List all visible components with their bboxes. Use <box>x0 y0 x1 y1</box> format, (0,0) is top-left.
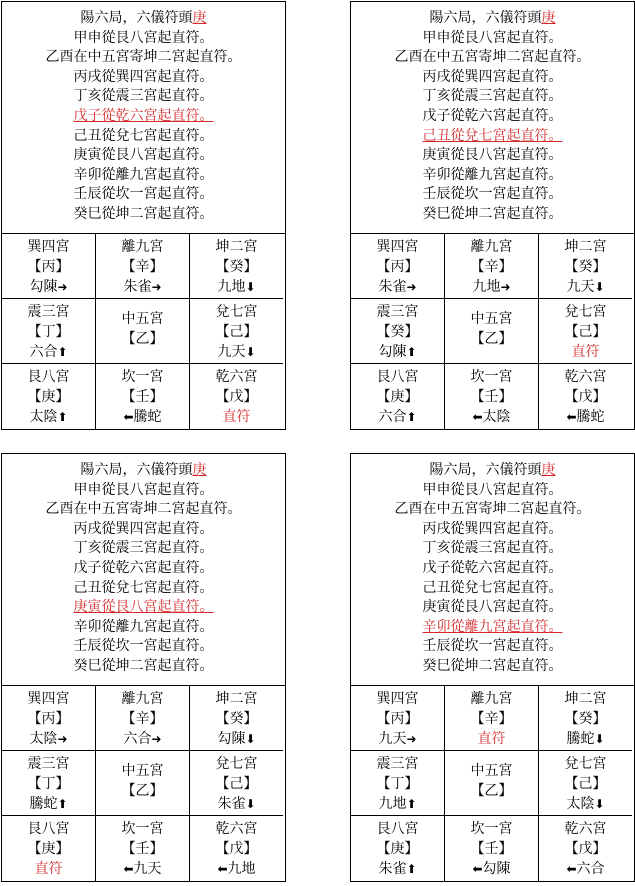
panel-title-main: 陽六局，六儀符頭 <box>80 462 193 478</box>
rule-line: 戊子從乾六宮起直符。 <box>422 559 563 576</box>
palace-god: 九地 <box>378 796 407 812</box>
palace-god-line <box>539 794 632 814</box>
palace-stem: 【癸】 <box>564 259 607 275</box>
palace-god-line <box>445 277 538 297</box>
rule-line: 辛卯從離九宮起直符。 <box>73 166 214 183</box>
panel-title <box>2 9 285 29</box>
palace-cell <box>539 234 632 299</box>
palace-cell <box>445 816 539 881</box>
palace-god: 六合 <box>378 409 407 425</box>
rule-line: 丁亥從震三宮起直符。 <box>73 88 214 105</box>
rule-line: 辛卯從離九宮起直符。 <box>73 618 214 635</box>
palace-grid <box>351 234 634 429</box>
palace-god: 九天 <box>378 731 407 747</box>
palace-stem: 【庚】 <box>27 389 70 405</box>
rule-line: 乙酉在中五宮寄坤二宮起直符。 <box>394 49 591 66</box>
palace-stem: 【戊】 <box>564 389 607 405</box>
palace-cell <box>190 299 283 364</box>
palace-cell <box>2 686 96 751</box>
rule-line: 丁亥從震三宮起直符。 <box>422 540 563 557</box>
palace-cell <box>190 751 283 816</box>
palace-stem: 【壬】 <box>470 841 513 857</box>
arrow-up-icon: ⬆ <box>406 345 417 359</box>
panel-title <box>351 9 634 29</box>
palace-name: 坤二宮 <box>215 239 258 255</box>
arrow-right-icon: ➜ <box>500 280 511 294</box>
palace-stem: 【癸】 <box>215 711 258 727</box>
rule-line: 庚寅從艮八宮起直符。 <box>73 147 214 164</box>
rule-line: 壬辰從坎一宮起直符。 <box>73 186 214 203</box>
palace-god: 勾陳 <box>29 279 58 295</box>
palace-god-line <box>190 859 283 879</box>
rule-line: 甲申從艮八宮起直符。 <box>73 481 214 498</box>
rule-line: 壬辰從坎一宮起直符。 <box>422 186 563 203</box>
palace-name: 中五宮 <box>470 763 513 779</box>
rule-line: 辛卯從離九宮起直符。 <box>422 166 563 183</box>
palace-god: 六合 <box>123 731 152 747</box>
arrow-down-icon: ⬇ <box>245 797 256 811</box>
palace-god: 騰蛇 <box>566 731 595 747</box>
palace-stem: 【辛】 <box>470 711 513 727</box>
palace-god-line <box>351 342 444 362</box>
palace-name: 兌七宮 <box>215 756 258 772</box>
palace-god-line <box>190 729 283 749</box>
palace-god-line <box>2 407 95 427</box>
palace-god-line <box>190 407 283 427</box>
palace-cell <box>96 299 190 364</box>
palace-stem: 【丁】 <box>376 776 419 792</box>
palace-name: 艮八宮 <box>27 821 70 837</box>
palace-name: 離九宮 <box>121 691 164 707</box>
palace-stem: 【乙】 <box>121 783 164 799</box>
palace-god: 太陰 <box>482 409 511 425</box>
palace-name: 坤二宮 <box>215 691 258 707</box>
palace-name: 坎一宮 <box>470 821 513 837</box>
rule-text-block <box>351 454 634 686</box>
palace-cell <box>96 751 190 816</box>
palace-stem: 【戊】 <box>215 389 258 405</box>
rule-line: 乙酉在中五宮寄坤二宮起直符。 <box>45 501 242 518</box>
palace-god: 勾陳 <box>482 861 511 877</box>
palace-god-line <box>2 342 95 362</box>
palace-name: 兌七宮 <box>215 304 258 320</box>
arrow-down-icon: ⬇ <box>245 280 256 294</box>
arrow-up-icon: ⬆ <box>57 797 68 811</box>
palace-name: 中五宮 <box>121 763 164 779</box>
rule-line: 戊子從乾六宮起直符。 <box>73 559 214 576</box>
rule-line: 丙戌從巽四宮起直符。 <box>73 520 214 537</box>
palace-stem: 【己】 <box>564 324 607 340</box>
arrow-down-icon: ⬇ <box>594 732 605 746</box>
zhifu-label: 直符 <box>222 409 251 425</box>
rule-line: 丙戌從巽四宮起直符。 <box>73 68 214 85</box>
palace-cell <box>539 816 632 881</box>
rule-line-highlighted: 庚寅從艮八宮起直符。 <box>73 599 214 616</box>
palace-stem: 【壬】 <box>121 841 164 857</box>
arrow-left-icon: ⬅ <box>217 862 228 876</box>
palace-stem: 【戊】 <box>215 841 258 857</box>
palace-stem: 【壬】 <box>121 389 164 405</box>
zhifu-label: 直符 <box>34 861 63 877</box>
arrow-right-icon: ➜ <box>406 280 417 294</box>
palace-god-line <box>351 407 444 427</box>
palace-god-line <box>539 342 632 362</box>
palace-cell <box>351 299 445 364</box>
rule-line: 甲申從艮八宮起直符。 <box>422 481 563 498</box>
palace-name: 離九宮 <box>470 239 513 255</box>
palace-god: 騰蛇 <box>29 796 58 812</box>
rule-line: 乙酉在中五宮寄坤二宮起直符。 <box>45 49 242 66</box>
palace-god-line <box>96 859 189 879</box>
palace-god: 九天 <box>217 344 246 360</box>
palace-god-line <box>351 729 444 749</box>
rule-line: 戊子從乾六宮起直符。 <box>422 107 563 124</box>
palace-god: 九地 <box>227 861 256 877</box>
palace-stem: 【乙】 <box>470 331 513 347</box>
palace-name: 乾六宮 <box>215 821 258 837</box>
palace-cell <box>2 751 96 816</box>
palace-god-line <box>539 729 632 749</box>
rule-line: 庚寅從艮八宮起直符。 <box>422 599 563 616</box>
chart-panel <box>350 453 635 882</box>
palace-god-line <box>539 407 632 427</box>
palace-name: 震三宮 <box>376 304 419 320</box>
rule-line-highlighted: 辛卯從離九宮起直符。 <box>422 618 563 635</box>
palace-cell <box>190 364 283 429</box>
palace-stem: 【己】 <box>215 776 258 792</box>
panel-title-fu-head: 庚 <box>192 10 207 26</box>
palace-god: 太陰 <box>29 409 58 425</box>
palace-name: 震三宮 <box>27 756 70 772</box>
palace-god-line <box>445 859 538 879</box>
panel-title-fu-head: 庚 <box>541 462 556 478</box>
arrow-down-icon: ⬇ <box>594 797 605 811</box>
arrow-left-icon: ⬅ <box>123 862 134 876</box>
palace-name: 震三宮 <box>376 756 419 772</box>
rule-line: 癸巳從坤二宮起直符。 <box>422 657 563 674</box>
palace-name: 巽四宮 <box>27 691 70 707</box>
palace-god-line <box>96 729 189 749</box>
palace-name: 巽四宮 <box>376 239 419 255</box>
palace-stem: 【丙】 <box>27 259 70 275</box>
arrow-left-icon: ⬅ <box>472 862 483 876</box>
rule-text-block <box>2 2 285 234</box>
palace-stem: 【癸】 <box>376 324 419 340</box>
rule-line: 癸巳從坤二宮起直符。 <box>422 205 563 222</box>
palace-cell <box>2 299 96 364</box>
palace-name: 坎一宮 <box>121 821 164 837</box>
palace-god: 朱雀 <box>217 796 246 812</box>
arrow-up-icon: ⬆ <box>406 862 417 876</box>
palace-cell <box>190 234 283 299</box>
palace-god: 太陰 <box>566 796 595 812</box>
palace-god: 九天 <box>133 861 162 877</box>
palace-cell <box>539 299 632 364</box>
palace-name: 中五宮 <box>470 311 513 327</box>
palace-god-line <box>351 277 444 297</box>
palace-name: 震三宮 <box>27 304 70 320</box>
palace-stem: 【辛】 <box>121 711 164 727</box>
arrow-up-icon: ⬆ <box>57 345 68 359</box>
palace-cell <box>445 751 539 816</box>
rule-line: 壬辰從坎一宮起直符。 <box>73 638 214 655</box>
rule-line: 丙戌從巽四宮起直符。 <box>422 520 563 537</box>
palace-cell <box>445 299 539 364</box>
palace-cell <box>351 751 445 816</box>
rule-line: 己丑從兌七宮起直符。 <box>73 579 214 596</box>
palace-stem: 【丙】 <box>376 711 419 727</box>
palace-name: 坤二宮 <box>564 691 607 707</box>
panel-title <box>2 461 285 481</box>
panel-title-fu-head: 庚 <box>192 462 207 478</box>
arrow-left-icon: ⬅ <box>123 410 134 424</box>
palace-god-line <box>96 277 189 297</box>
palace-name: 兌七宮 <box>564 756 607 772</box>
zhifu-label: 直符 <box>571 344 600 360</box>
arrow-left-icon: ⬅ <box>566 862 577 876</box>
palace-cell <box>351 364 445 429</box>
arrow-right-icon: ➜ <box>151 280 162 294</box>
palace-stem: 【丁】 <box>27 324 70 340</box>
palace-stem: 【己】 <box>215 324 258 340</box>
palace-cell <box>96 234 190 299</box>
palace-stem: 【壬】 <box>470 389 513 405</box>
chart-panel <box>1 453 286 882</box>
palace-cell <box>351 816 445 881</box>
palace-cell <box>96 686 190 751</box>
arrow-left-icon: ⬅ <box>566 410 577 424</box>
chart-panel <box>350 1 635 430</box>
palace-god: 勾陳 <box>378 344 407 360</box>
palace-name: 坎一宮 <box>470 369 513 385</box>
chart-panel <box>1 1 286 430</box>
palace-god-line <box>2 729 95 749</box>
palace-stem: 【庚】 <box>27 841 70 857</box>
palace-cell <box>190 816 283 881</box>
rule-text-block <box>351 2 634 234</box>
rule-line: 庚寅從艮八宮起直符。 <box>422 147 563 164</box>
palace-cell <box>445 234 539 299</box>
arrow-left-icon: ⬅ <box>472 410 483 424</box>
rule-line: 癸巳從坤二宮起直符。 <box>73 205 214 222</box>
arrow-down-icon: ⬇ <box>594 280 605 294</box>
palace-cell <box>351 686 445 751</box>
arrow-right-icon: ➜ <box>406 732 417 746</box>
palace-god: 騰蛇 <box>576 409 605 425</box>
palace-stem: 【庚】 <box>376 389 419 405</box>
palace-god-line <box>539 859 632 879</box>
palace-god: 勾陳 <box>217 731 246 747</box>
palace-god: 朱雀 <box>123 279 152 295</box>
arrow-down-icon: ⬇ <box>245 732 256 746</box>
palace-name: 坎一宮 <box>121 369 164 385</box>
palace-god-line <box>190 342 283 362</box>
arrow-up-icon: ⬆ <box>406 410 417 424</box>
palace-grid <box>2 686 285 881</box>
palace-name: 乾六宮 <box>215 369 258 385</box>
palace-stem: 【丁】 <box>27 776 70 792</box>
arrow-right-icon: ➜ <box>57 280 68 294</box>
arrow-down-icon: ⬇ <box>245 345 256 359</box>
panel-title-fu-head: 庚 <box>541 10 556 26</box>
palace-cell <box>96 364 190 429</box>
palace-name: 乾六宮 <box>564 821 607 837</box>
palace-cell <box>445 364 539 429</box>
palace-stem: 【庚】 <box>376 841 419 857</box>
palace-name: 離九宮 <box>121 239 164 255</box>
palace-name: 巽四宮 <box>27 239 70 255</box>
rule-line: 癸巳從坤二宮起直符。 <box>73 657 214 674</box>
palace-name: 兌七宮 <box>564 304 607 320</box>
palace-grid <box>351 686 634 881</box>
rule-line: 丁亥從震三宮起直符。 <box>73 540 214 557</box>
palace-cell <box>96 816 190 881</box>
rule-line: 己丑從兌七宮起直符。 <box>73 127 214 144</box>
palace-stem: 【戊】 <box>564 841 607 857</box>
palace-god: 九天 <box>566 279 595 295</box>
palace-god: 朱雀 <box>378 861 407 877</box>
palace-cell <box>351 234 445 299</box>
palace-name: 中五宮 <box>121 311 164 327</box>
arrow-up-icon: ⬆ <box>57 410 68 424</box>
palace-stem: 【癸】 <box>215 259 258 275</box>
palace-god: 太陰 <box>29 731 58 747</box>
palace-cell <box>190 686 283 751</box>
rule-line: 甲申從艮八宮起直符。 <box>422 29 563 46</box>
palace-cell <box>539 364 632 429</box>
palace-name: 艮八宮 <box>376 821 419 837</box>
palace-name: 艮八宮 <box>27 369 70 385</box>
panel-title-main: 陽六局，六儀符頭 <box>429 462 542 478</box>
arrow-up-icon: ⬆ <box>406 797 417 811</box>
palace-name: 巽四宮 <box>376 691 419 707</box>
palace-cell <box>539 686 632 751</box>
palace-name: 艮八宮 <box>376 369 419 385</box>
palace-stem: 【乙】 <box>470 783 513 799</box>
rule-line: 甲申從艮八宮起直符。 <box>73 29 214 46</box>
rule-line-highlighted: 己丑從兌七宮起直符。 <box>422 127 563 144</box>
palace-god-line <box>2 859 95 879</box>
palace-god-line <box>539 277 632 297</box>
palace-god: 朱雀 <box>378 279 407 295</box>
rule-line: 己丑從兌七宮起直符。 <box>422 579 563 596</box>
palace-god-line <box>190 277 283 297</box>
palace-god-line <box>445 407 538 427</box>
palace-stem: 【辛】 <box>121 259 164 275</box>
palace-god: 騰蛇 <box>133 409 162 425</box>
rule-line: 乙酉在中五宮寄坤二宮起直符。 <box>394 501 591 518</box>
rule-line: 丁亥從震三宮起直符。 <box>422 88 563 105</box>
palace-name: 坤二宮 <box>564 239 607 255</box>
rule-text-block <box>2 454 285 686</box>
rule-line-highlighted: 戊子從乾六宮起直符。 <box>73 107 214 124</box>
palace-god-line <box>190 794 283 814</box>
palace-god: 九地 <box>217 279 246 295</box>
palace-grid <box>2 234 285 429</box>
palace-god-line <box>351 859 444 879</box>
palace-stem: 【丙】 <box>376 259 419 275</box>
palace-god-line <box>2 794 95 814</box>
palace-god-line <box>96 407 189 427</box>
palace-stem: 【辛】 <box>470 259 513 275</box>
palace-cell <box>539 751 632 816</box>
palace-name: 離九宮 <box>470 691 513 707</box>
palace-stem: 【己】 <box>564 776 607 792</box>
palace-god-line <box>445 729 538 749</box>
arrow-right-icon: ➜ <box>57 732 68 746</box>
zhifu-label: 直符 <box>477 731 506 747</box>
palace-god-line <box>2 277 95 297</box>
rule-line: 壬辰從坎一宮起直符。 <box>422 638 563 655</box>
palace-name: 乾六宮 <box>564 369 607 385</box>
palace-cell <box>445 686 539 751</box>
palace-cell <box>2 816 96 881</box>
palace-stem: 【乙】 <box>121 331 164 347</box>
palace-god: 六合 <box>576 861 605 877</box>
palace-god: 六合 <box>29 344 58 360</box>
palace-stem: 【丙】 <box>27 711 70 727</box>
arrow-right-icon: ➜ <box>151 732 162 746</box>
panel-title-main: 陽六局，六儀符頭 <box>429 10 542 26</box>
palace-god: 九地 <box>472 279 501 295</box>
palace-cell <box>2 234 96 299</box>
palace-cell <box>2 364 96 429</box>
palace-god-line <box>351 794 444 814</box>
panel-title <box>351 461 634 481</box>
panel-title-main: 陽六局，六儀符頭 <box>80 10 193 26</box>
palace-stem: 【癸】 <box>564 711 607 727</box>
rule-line: 丙戌從巽四宮起直符。 <box>422 68 563 85</box>
